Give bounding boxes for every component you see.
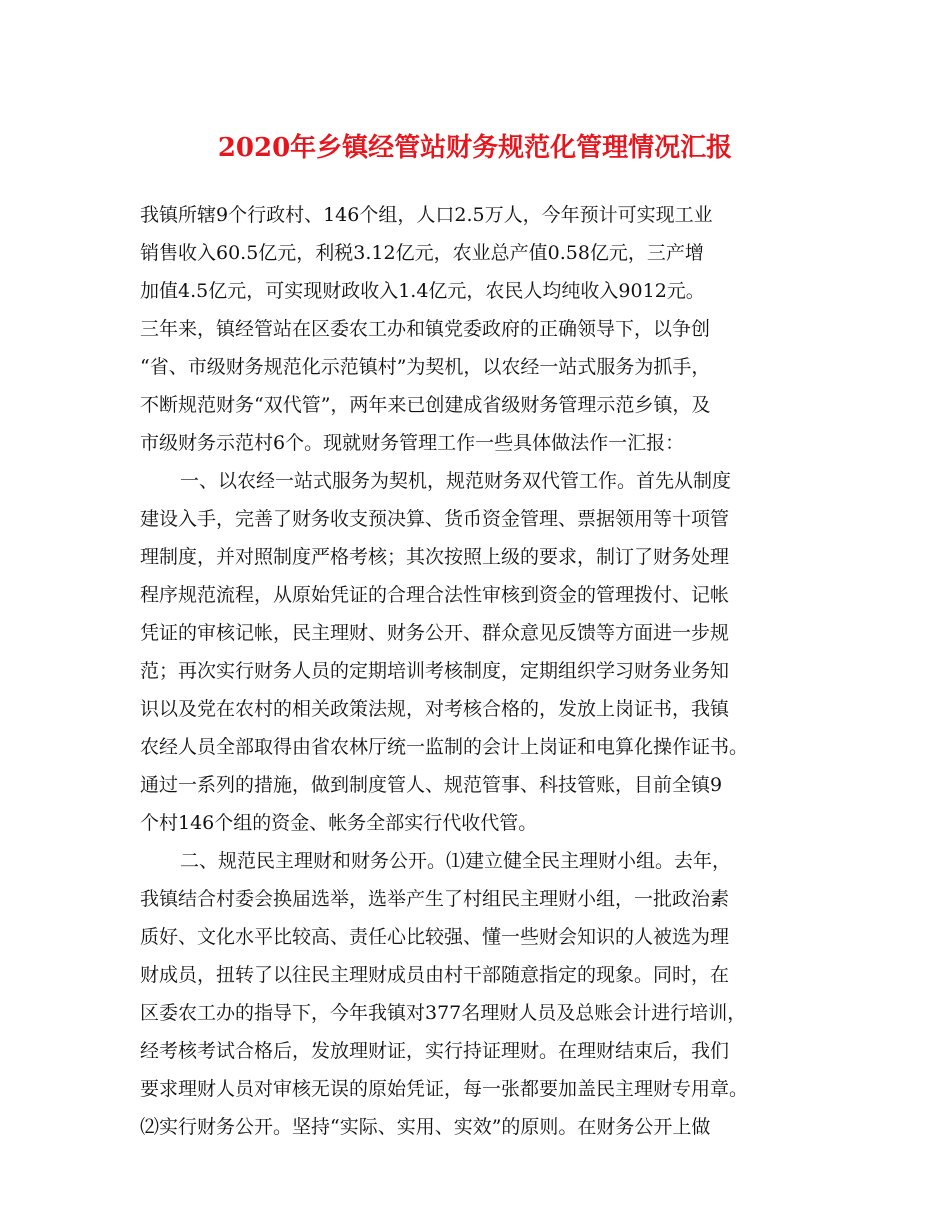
text-line: 通过一系列的措施，做到制度管人、规范管事、科技管账，目前全镇9 [140, 774, 723, 796]
paragraph [140, 462, 820, 842]
text-line: 我镇所辖9个行政村、146个组，人口2.5万人，今年预计可实现工业 [140, 204, 713, 226]
text-line: 财成员，扭转了以往民主理财成员由村干部随意指定的现象。同时，在 [140, 964, 730, 986]
text-line: 农经人员全部取得由省农林厅统一监制的会计上岗证和电算化操作证书。 [140, 736, 749, 758]
paragraph [140, 196, 820, 462]
text-line: 经考核考试合格后，发放理财证，实行持证理财。在理财结束后，我们 [140, 1040, 730, 1062]
text-line: ⑵实行财务公开。坚持“实际、实用、实效”的原则。在财务公开上做 [140, 1116, 711, 1138]
document-body [140, 196, 820, 1146]
text-line: 个村146个组的资金、帐务全部实行代收代管。 [140, 812, 538, 834]
text-line: 销售收入60.5亿元，利税3.12亿元，农业总产值0.58亿元，三产增 [140, 242, 704, 264]
text-line: 一、以农经一站式服务为契机，规范财务双代管工作。首先从制度 [180, 470, 732, 492]
text-line: 不断规范财务“双代管”，两年来已创建成省级财务管理示范乡镇，及 [140, 394, 711, 416]
text-line: 三年来，镇经管站在区委农工办和镇党委政府的正确领导下，以争创 [140, 318, 711, 340]
text-line: “省、市级财务规范化示范镇村”为契机，以农经一站式服务为抓手， [140, 356, 711, 378]
paragraph [140, 842, 820, 1146]
text-line: 二、规范民主理财和财务公开。⑴建立健全民主理财小组。去年， [180, 850, 732, 872]
text-line: 范；再次实行财务人员的定期培训考核制度，定期组织学习财务业务知 [140, 660, 730, 682]
text-line: 市级财务示范村6个。现就财务管理工作一些具体做法作一汇报： [140, 432, 685, 454]
text-line: 程序规范流程，从原始凭证的合理合法性审核到资金的管理拨付、记帐 [140, 584, 730, 606]
document-title: 2020年乡镇经管站财务规范化管理情况汇报 [217, 133, 733, 163]
text-line: 区委农工办的指导下，今年我镇对377名理财人员及总账会计进行培训， [140, 1002, 747, 1024]
text-line: 要求理财人员对审核无误的原始凭证，每一张都要加盖民主理财专用章。 [140, 1078, 749, 1100]
text-line: 识以及党在农村的相关政策法规，对考核合格的，发放上岗证书，我镇 [140, 698, 730, 720]
text-line: 我镇结合村委会换届选举，选举产生了村组民主理财小组，一批政治素 [140, 888, 730, 910]
text-line: 凭证的审核记帐，民主理财、财务公开、群众意见反馈等方面进一步规 [140, 622, 730, 644]
text-line: 理制度，并对照制度严格考核；其次按照上级的要求，制订了财务处理 [140, 546, 730, 568]
text-line: 建设入手，完善了财务收支预决算、货币资金管理、票据领用等十项管 [140, 508, 730, 530]
text-line: 质好、文化水平比较高、责任心比较强、懂一些财会知识的人被选为理 [140, 926, 730, 948]
text-line: 加值4.5亿元，可实现财政收入1.4亿元，农民人均纯收入9012元。 [140, 280, 705, 302]
